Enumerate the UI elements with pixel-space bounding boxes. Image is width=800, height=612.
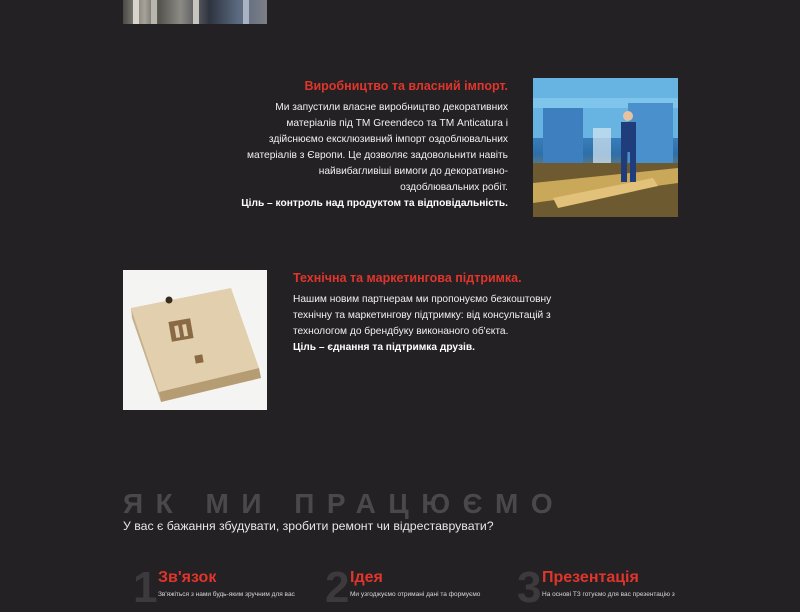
production-heading: Виробництво та власний імпорт. (304, 79, 508, 93)
step-card (317, 563, 497, 612)
step-text: Ми узгоджуємо отримані дані та формуємо (350, 591, 481, 598)
production-line: здійснюємо ексклюзивний імпорт оздоблювальних (268, 134, 508, 145)
step-number: 1 (133, 563, 158, 612)
production-line: матеріалів з Європи. Це дозволяє задовольнити навіть (247, 150, 508, 161)
support-goal: Ціль – єднання та підтримка друзів. (293, 342, 475, 353)
step-text: На основі ТЗ готуємо для вас презентацію з (542, 591, 675, 598)
photo-detail (151, 0, 157, 24)
step-card (125, 563, 305, 612)
step-text: Зв'яжіться з нами будь-яким зручним для вас (158, 591, 295, 598)
support-block (293, 270, 583, 356)
box-illustration (123, 270, 267, 410)
production-line: найвибагливіші вимоги до декоративно- (318, 166, 508, 177)
production-line: матеріалів під ТМ Greendeco та ТМ Anticatura і (286, 118, 508, 129)
step-title: Зв'язок (158, 569, 217, 586)
step-title: Ідея (350, 569, 383, 586)
workshop-photo (533, 78, 678, 217)
how-we-work-subtitle: У вас є бажання збудувати, зробити ремонт чи відреставрувати? (123, 519, 494, 533)
wooden-box-photo (123, 270, 267, 410)
workshop-illustration (533, 78, 678, 217)
top-photo (123, 0, 267, 24)
step-number: 3 (517, 563, 542, 612)
support-line: технічну та маркетингову підтримку: від консультацій з (293, 310, 551, 321)
support-line: Нашим новим партнерам ми пропонуємо безкоштовну (293, 294, 552, 305)
production-goal: Ціль – контроль над продуктом та відповідальність. (241, 198, 508, 209)
support-line: технологом до брендбуку виконаного об'єкта. (293, 326, 509, 337)
how-we-work-title: ЯК МИ ПРАЦЮЄМО (123, 488, 566, 519)
step-number: 2 (325, 563, 350, 612)
photo-detail (133, 0, 139, 24)
photo-detail (193, 0, 199, 24)
step-title: Презентація (542, 569, 639, 586)
step-card (509, 563, 689, 612)
production-line: Ми запустили власне виробництво декоративних (275, 102, 508, 113)
support-heading: Технічна та маркетингова підтримка. (293, 271, 522, 285)
production-block (230, 78, 508, 212)
photo-detail (243, 0, 249, 24)
production-line: оздоблювальних робіт. (400, 182, 508, 193)
